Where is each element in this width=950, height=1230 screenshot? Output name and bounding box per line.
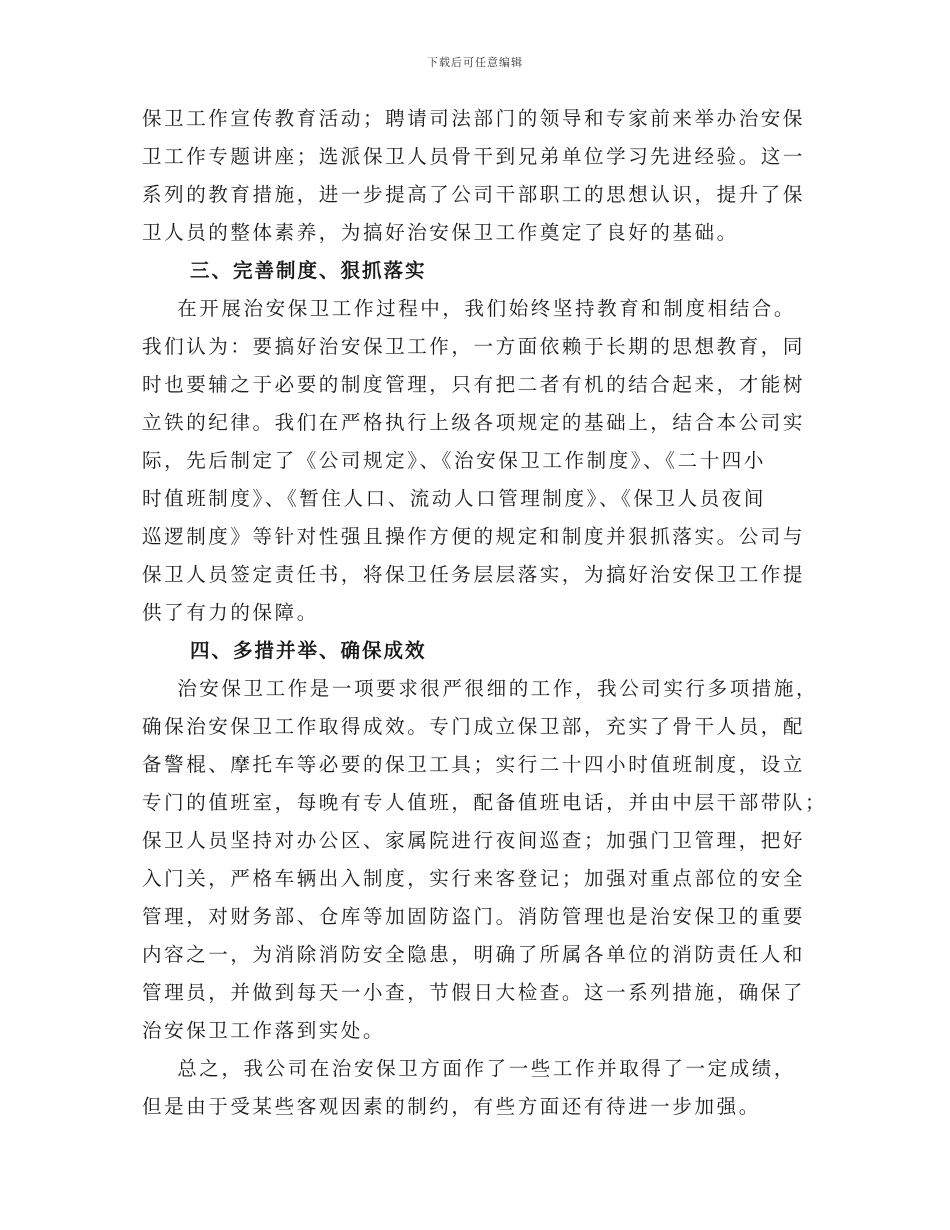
body-line: 时值班制度》、《暂住人口、流动人口管理制度》、《保卫人员夜间 [142,487,767,510]
body-line: 专门的值班室，每晚有专人值班，配备值班电话，并由中层干部带队； [142,791,828,814]
body-line: 卫工作专题讲座；选派保卫人员骨干到兄弟单位学习先进经验。这一 [142,145,806,168]
body-line: 我们认为：要搞好治安保卫工作，一方面依赖于长期的思想教育，同 [142,335,806,358]
body-line: 管理，对财务部、仓库等加固防盗门。消防管理也是治安保卫的重要 [142,905,806,928]
body-line: 确保治安保卫工作取得成效。专门成立保卫部，充实了骨干人员，配 [142,715,806,738]
body-line: 总之，我公司在治安保卫方面作了一些工作并取得了一定成绩， [142,1057,796,1080]
body-line: 时也要辅之于必要的制度管理，只有把二者有机的结合起来，才能树 [142,373,806,396]
body-line: 治安保卫工作落到实处。 [142,1019,386,1042]
body-line: 备警棍、摩托车等必要的保卫工具；实行二十四小时值班制度，设立 [142,753,806,776]
body-line: 供了有力的保障。 [142,601,319,624]
body-line: 但是由于受某些客观因素的制约，有些方面还有待进一步加强。 [142,1095,761,1118]
section-heading: 三、完善制度、狠抓落实 [190,259,427,282]
document-body [142,100,828,1126]
body-line: 在开展治安保卫工作过程中，我们始终坚持教育和制度相结合。 [142,297,796,320]
section-heading: 四、多措并举、确保成效 [190,639,427,662]
body-line: 卫人员的整体素养，为搞好治安保卫工作奠定了良好的基础。 [142,221,739,244]
body-line: 巡逻制度》等针对性强且操作方便的规定和制度并狠抓落实。公司与 [142,525,806,548]
page-header: 下载后可任意编辑 [427,56,523,69]
body-line: 内容之一，为消除消防安全隐患，明确了所属各单位的消防责任人和 [142,943,806,966]
body-line: 管理员，并做到每天一小查，节假日大检查。这一系列措施，确保了 [142,981,806,1004]
body-line: 入门关，严格车辆出入制度，实行来客登记；加强对重点部位的安全 [142,867,806,890]
body-line: 治安保卫工作是一项要求很严很细的工作，我公司实行多项措施， [142,677,819,700]
body-line: 保卫工作宣传教育活动；聘请司法部门的领导和专家前来举办治安保 [142,107,806,130]
body-line: 保卫人员签定责任书，将保卫任务层层落实，为搞好治安保卫工作提 [142,563,806,586]
body-line: 立铁的纪律。我们在严格执行上级各项规定的基础上，结合本公司实 [142,411,806,434]
body-line: 系列的教育措施，进一步提高了公司干部职工的思想认识，提升了保 [142,183,806,206]
body-line: 际，先后制定了《公司规定》、《治安保卫工作制度》、《二十四小 [142,449,767,472]
body-line: 保卫人员坚持对办公区、家属院进行夜间巡查；加强门卫管理，把好 [142,829,806,852]
